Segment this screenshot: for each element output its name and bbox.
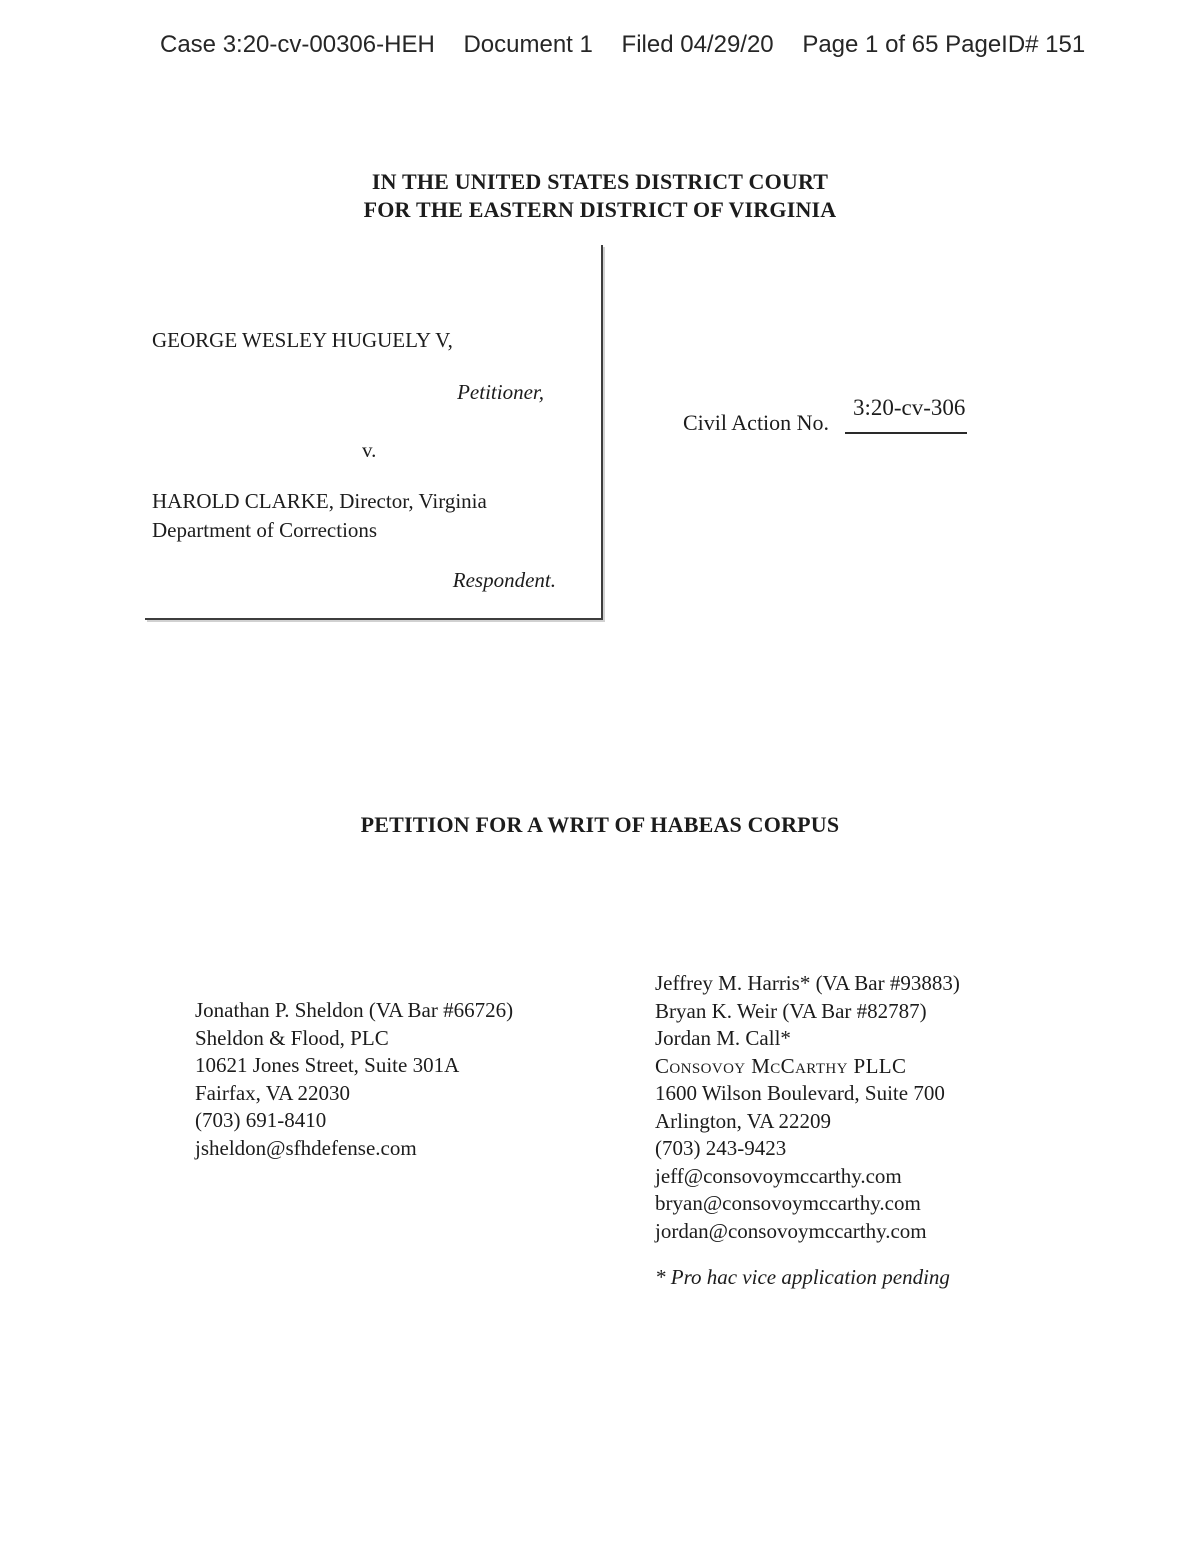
- respondent-name-line2: Department of Corrections: [152, 518, 378, 542]
- counsel-block-right: [655, 970, 960, 1245]
- civil-action-underline: [845, 432, 967, 434]
- counsel-right-street: 1600 Wilson Boulevard, Suite 700: [655, 1081, 945, 1105]
- petitioner-label: Petitioner,: [457, 380, 544, 404]
- counsel-left-city: Fairfax, VA 22030: [195, 1080, 350, 1105]
- counsel-left-email: jsheldon@sfhdefense.com: [195, 1135, 417, 1160]
- respondent-label: Respondent.: [452, 568, 556, 592]
- civil-action-label: Civil Action No.: [683, 410, 830, 435]
- respondent-name: [152, 487, 487, 545]
- versus-label: v.: [362, 438, 377, 462]
- counsel-block-left: [195, 997, 513, 1162]
- ecf-filed-date: Filed 04/29/20: [621, 31, 774, 58]
- counsel-right-city: Arlington, VA 22209: [655, 1108, 831, 1133]
- counsel-right-firm: Consovoy McCarthy PLLC: [655, 1053, 907, 1078]
- ecf-page-id: Page 1 of 65 PageID# 151: [802, 31, 1086, 58]
- case-caption-box: [145, 245, 603, 620]
- ecf-stamp-header: [160, 31, 1085, 59]
- counsel-right-email-1: jeff@consovoymccarthy.com: [655, 1163, 902, 1188]
- petitioner-name: GEORGE WESLEY HUGUELY V,: [152, 328, 453, 352]
- respondent-name-line1: HAROLD CLARKE, Director, Virginia: [152, 489, 487, 513]
- counsel-left-street: 10621 Jones Street, Suite 301A: [195, 1053, 460, 1077]
- court-heading: [0, 168, 1200, 224]
- ecf-case-number: Case 3:20-cv-00306-HEH: [160, 31, 435, 58]
- counsel-left-phone: (703) 691-8410: [195, 1108, 327, 1132]
- counsel-right-attorney-1: Jeffrey M. Harris* (VA Bar #93883): [655, 971, 960, 995]
- pro-hac-vice-note: * Pro hac vice application pending: [655, 1265, 950, 1289]
- civil-action-number: 3:20-cv-306: [853, 395, 966, 420]
- counsel-right-attorney-3: Jordan M. Call*: [655, 1026, 791, 1050]
- ecf-document-number: Document 1: [463, 31, 593, 58]
- counsel-left-attorney: Jonathan P. Sheldon (VA Bar #66726): [195, 998, 514, 1022]
- counsel-right-email-2: bryan@consovoymccarthy.com: [655, 1191, 921, 1215]
- counsel-right-phone: (703) 243-9423: [655, 1136, 787, 1160]
- counsel-left-firm: Sheldon & Flood, PLC: [195, 1025, 389, 1050]
- court-heading-line2: FOR THE EASTERN DISTRICT OF VIRGINIA: [363, 197, 837, 222]
- petition-title: PETITION FOR A WRIT OF HABEAS CORPUS: [360, 812, 840, 837]
- court-heading-line1: IN THE UNITED STATES DISTRICT COURT: [371, 169, 829, 194]
- counsel-right-attorney-2: Bryan K. Weir (VA Bar #82787): [655, 998, 927, 1023]
- counsel-right-email-3: jordan@consovoymccarthy.com: [655, 1218, 927, 1243]
